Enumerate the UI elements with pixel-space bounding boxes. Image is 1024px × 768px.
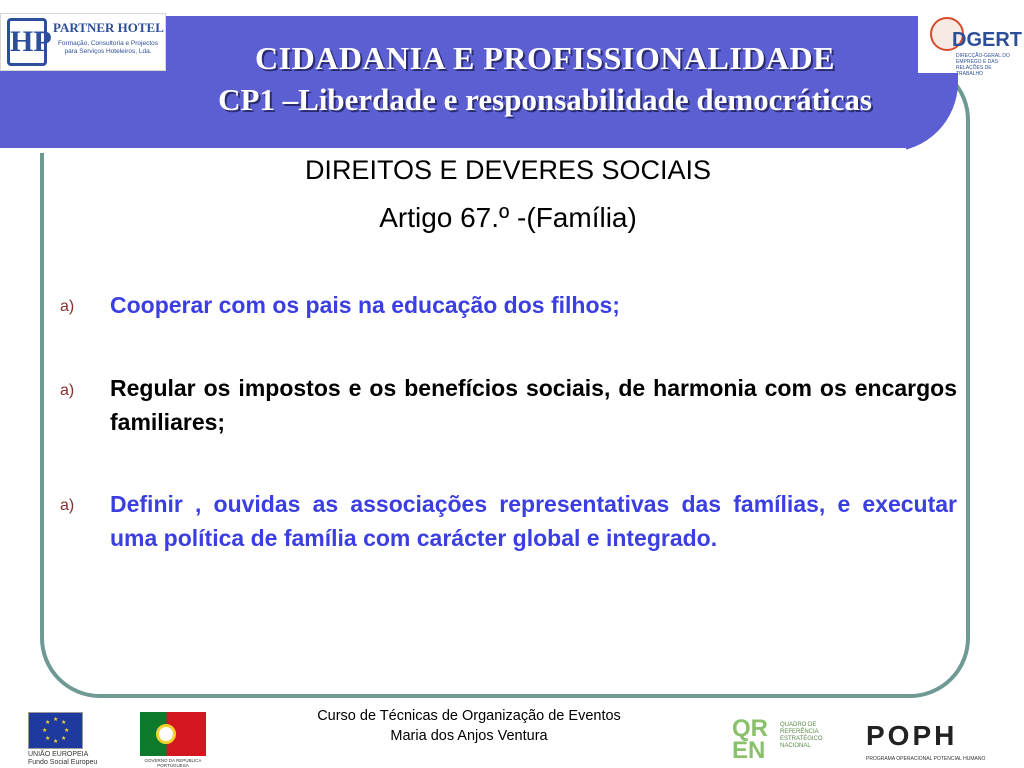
list-marker: a)	[60, 382, 75, 399]
list-item: Regular os impostos e os benefícios sociais, de harmonia com os encargos familiares;	[110, 375, 957, 435]
article-heading: Artigo 67.º -(Família)	[379, 202, 637, 233]
partner-hotel-name: PARTNER HOTEL	[53, 20, 164, 35]
slide-subtitle: CP1 –Liberdade e responsabilidade democráticas	[218, 82, 872, 117]
eu-caption-line2: Fundo Social Europeu	[28, 759, 98, 766]
qren-tagline: QUADRO DE REFERÊNCIA ESTRATÉGICO NACIONAL	[780, 722, 823, 749]
qren-letters: QREN	[732, 715, 768, 764]
section-heading: DIREITOS E DEVERES SOCIAIS	[304, 155, 712, 185]
portugal-caption: GOVERNO DA REPÚBLICA PORTUGUESA	[144, 758, 202, 768]
slide-title: CIDADANIA E PROFISSIONALIDADE	[255, 40, 835, 76]
footer-course: Curso de Técnicas de Organização de Eventos	[317, 708, 621, 724]
poph-logo	[866, 716, 986, 764]
footer-author: Maria dos Anjos Ventura	[390, 728, 548, 744]
banner-divider	[0, 148, 906, 153]
poph-letters: POPH	[866, 720, 958, 751]
dgert-name: DGERT	[952, 29, 1022, 51]
portugal-arms-icon	[156, 724, 176, 744]
dgert-tagline: DIRECÇÃO-GERAL DO EMPREGO E DAS RELAÇÕES DE TRABALHO	[956, 53, 1010, 77]
partner-hotel-tagline: Formação, Consultoria e Projectos para Serviços Hoteleiros, Lda.	[57, 40, 159, 55]
dgert-logo	[918, 13, 1022, 77]
list-marker: a)	[60, 497, 75, 514]
poph-tagline: PROGRAMA OPERACIONAL POTENCIAL HUMANO	[866, 756, 986, 762]
list-item: Cooperar com os pais na educação dos filhos;	[110, 292, 620, 318]
qren-logo	[732, 715, 832, 764]
eu-flag-icon: ★ ★ ★ ★ ★ ★ ★ ★	[28, 712, 83, 749]
partner-hotel-mark: HP	[7, 18, 47, 66]
partner-hotel-logo	[0, 13, 166, 71]
portugal-flag-icon	[140, 712, 206, 756]
eu-caption	[28, 751, 97, 767]
list-item: Definir , ouvidas as associações representativas das famílias, e executar uma política de família com carácter global e integrado.	[110, 491, 957, 551]
list-marker: a)	[60, 298, 75, 315]
eu-caption-line1: UNIÃO EUROPEIA	[28, 751, 89, 758]
